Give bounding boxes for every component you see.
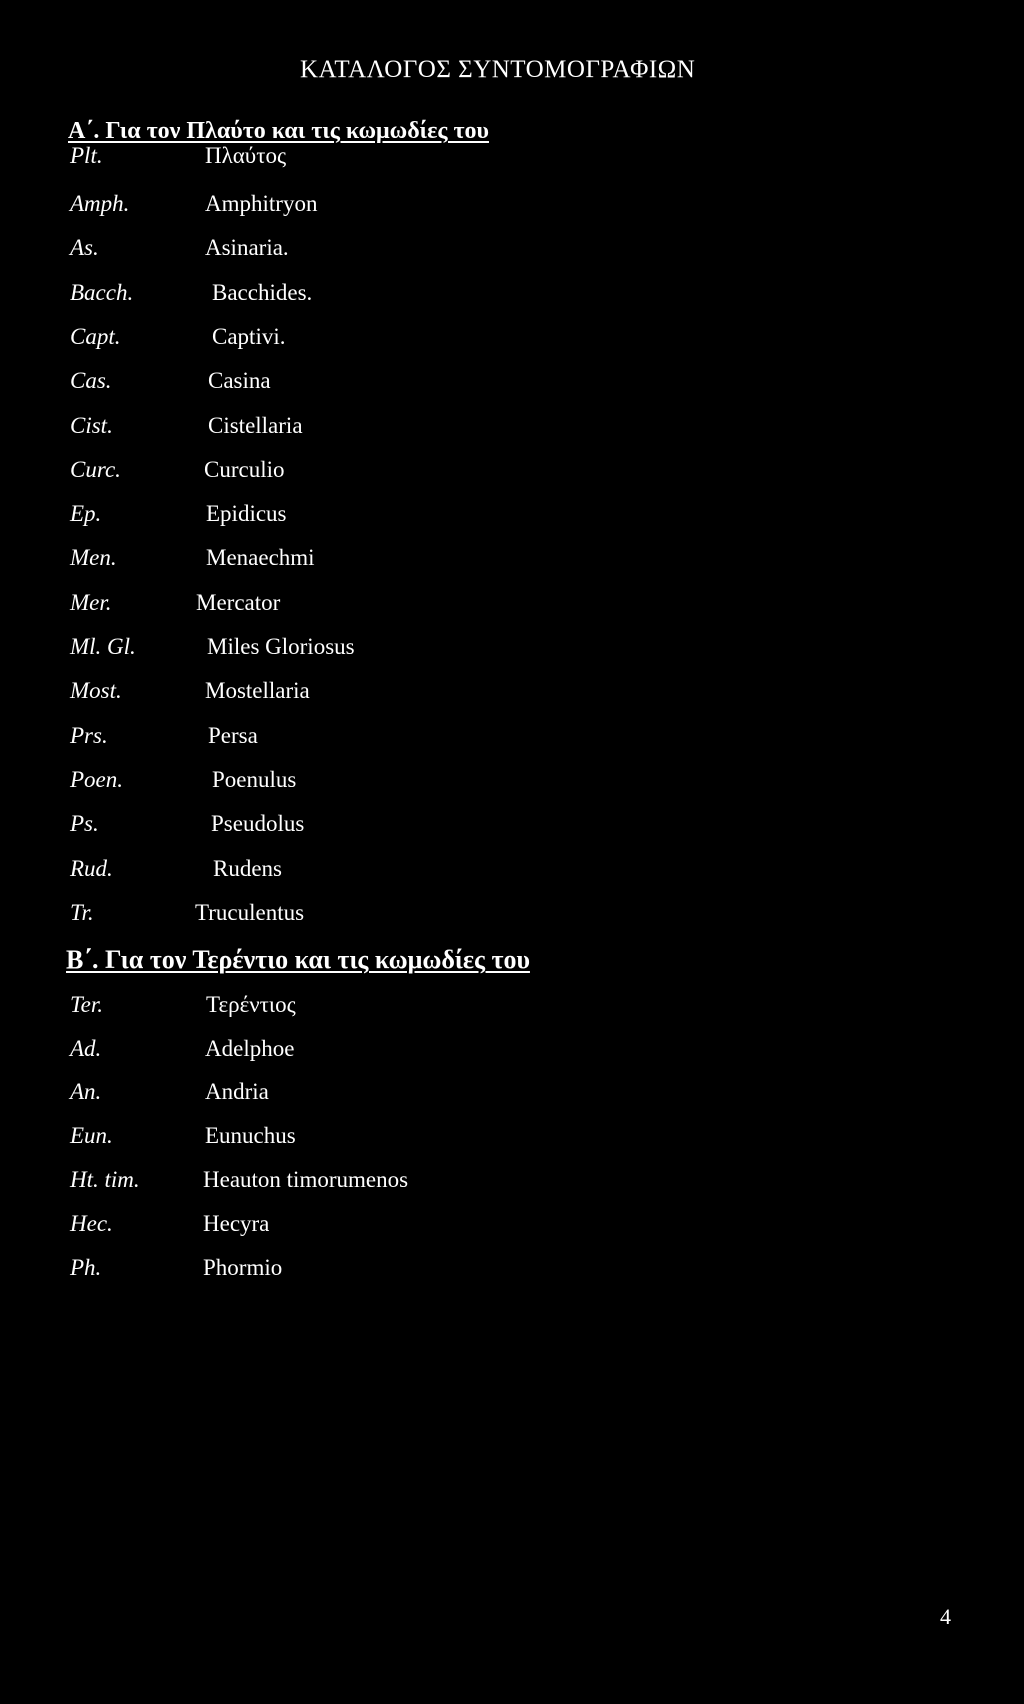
abbreviation: Plt. [70,143,103,168]
list-item [0,1079,700,1109]
full-title: Persa [208,723,258,748]
full-title: Cistellaria [208,413,303,438]
list-item [0,811,700,841]
abbreviation: Ph. [70,1255,102,1280]
list-item [0,324,700,354]
full-title: Asinaria. [205,235,289,260]
full-title: Truculentus [195,900,305,925]
list-item [0,1123,700,1153]
full-title: Curculio [204,457,285,482]
abbreviation: Curc. [70,457,121,482]
full-title: Captivi. [212,324,286,349]
list-item [0,545,700,575]
list-item [0,590,700,620]
full-title: Miles Gloriosus [207,634,355,659]
abbreviation: Men. [70,545,117,570]
page-title: ΚΑΤΑΛΟΓΟΣ ΣΥΝΤΟΜΟΓΡΑΦΙΩΝ [300,56,696,83]
abbreviation: Prs. [70,723,108,748]
abbreviation: Tr. [70,900,94,925]
list-item [0,501,700,531]
abbreviation: As. [70,235,99,260]
list-item [0,900,700,930]
list-item [0,457,700,487]
full-title: Amphitryon [205,191,318,216]
list-item [0,1211,700,1241]
abbreviation: Cist. [70,413,113,438]
full-title: Heauton timorumenos [203,1167,409,1192]
abbreviation: Ml. Gl. [70,634,136,659]
abbreviation: Mer. [70,590,112,615]
list-item [0,678,700,708]
list-item [0,143,700,173]
full-title: Epidicus [206,501,287,526]
abbreviation: Ht. tim. [70,1167,140,1192]
abbreviation: Hec. [70,1211,113,1236]
list-item [0,1167,700,1197]
abbreviation: Bacch. [70,280,134,305]
list-item [0,368,700,398]
full-title: Rudens [213,856,282,881]
full-title: Poenulus [212,767,297,792]
full-title: Bacchides. [212,280,313,305]
abbreviation: Ad. [70,1036,102,1061]
abbreviation: An. [70,1079,102,1104]
abbreviation: Ter. [70,992,104,1017]
list-item [0,723,700,753]
abbreviation: Eun. [70,1123,113,1148]
abbreviation: Most. [70,678,122,703]
full-title: Mercator [196,590,281,615]
abbreviation: Ps. [70,811,99,836]
list-item [0,767,700,797]
section-heading-plautus: Α΄. Για τον Πλαύτο και τις κωμωδίες του [68,118,489,144]
list-item [0,191,700,221]
abbreviation: Ep. [70,501,102,526]
abbreviation: Amph. [70,191,130,216]
list-item [0,1036,700,1066]
full-title: Mostellaria [205,678,310,703]
abbreviation: Cas. [70,368,112,393]
full-title: Τερέντιος [206,992,296,1017]
abbreviation: Poen. [70,767,124,792]
full-title: Hecyra [203,1211,270,1236]
list-item [0,1255,700,1285]
full-title: Adelphoe [205,1036,295,1061]
list-item [0,634,700,664]
abbreviation: Rud. [70,856,113,881]
list-item [0,280,700,310]
list-item [0,856,700,886]
full-title: Casina [208,368,271,393]
section-heading-terence: Β΄. Για τον Τερέντιο και τις κωμωδίες του [66,945,530,974]
full-title: Menaechmi [206,545,315,570]
full-title: Πλαύτος [205,143,287,168]
abbreviation: Capt. [70,324,121,349]
full-title: Andria [205,1079,269,1104]
page-number: 4 [940,1604,951,1629]
list-item [0,413,700,443]
list-item [0,992,700,1022]
list-item [0,235,700,265]
full-title: Phormio [203,1255,283,1280]
full-title: Eunuchus [205,1123,296,1148]
full-title: Pseudolus [211,811,305,836]
